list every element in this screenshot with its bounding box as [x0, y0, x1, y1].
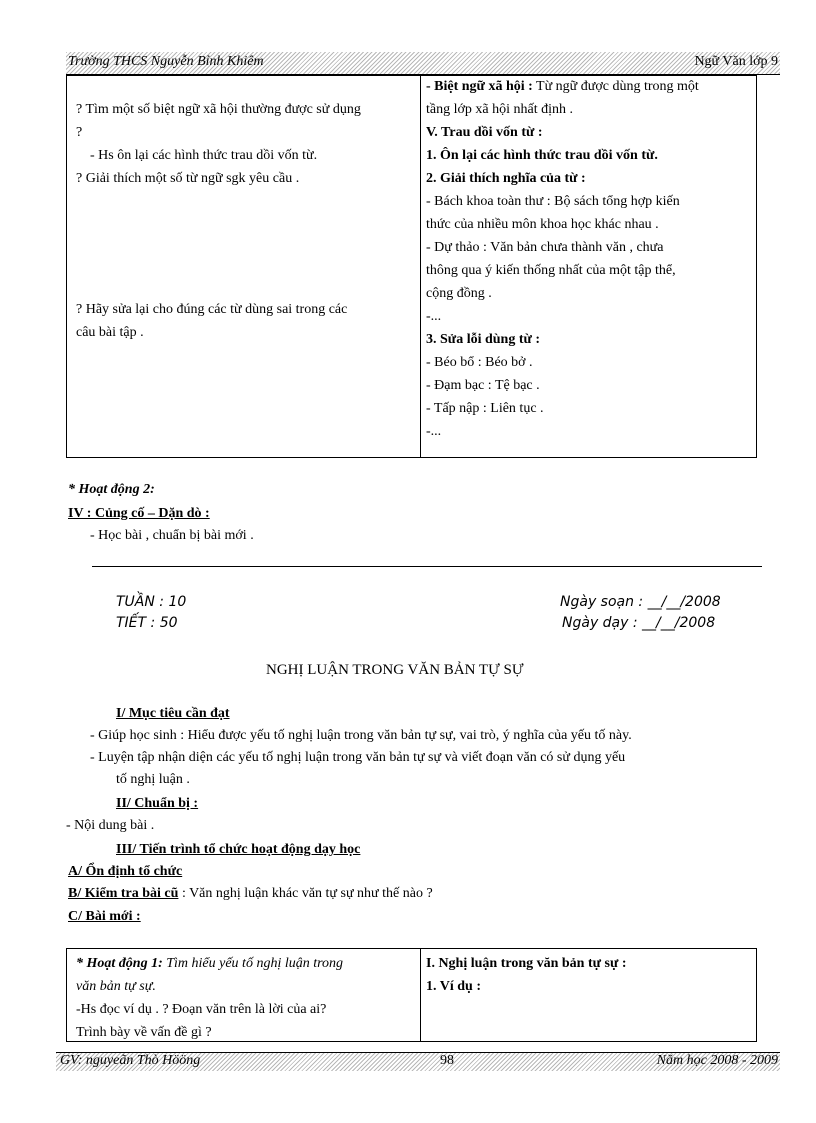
prep-date: Ngày soạn : __/__/2008: [560, 594, 721, 610]
question-correct: ? Hãy sửa lại cho đúng các từ dùng sai trong các câu bài tập .: [76, 302, 348, 340]
review-table-divider: [420, 75, 421, 458]
lesson-title: NGHỊ LUẬN TRONG VĂN BẢN TỰ SỰ: [266, 662, 524, 678]
lesson-table-left-cell: * Hoạt động 1: Tìm hiểu yếu tố nghị luận trong văn bản tự sự. -Hs đọc ví dụ . ? Đoạn văn trên là lời của ai? Trình bày về vấn đề gì ?: [76, 956, 344, 1040]
objectives-title: I/ Mục tiêu cần đạt: [116, 706, 230, 721]
section-v-title: V. Trau dồi vốn từ :: [426, 125, 543, 140]
section-divider: [92, 566, 762, 567]
footer-teacher: GV: nguyeãn Thò Hööng: [60, 1053, 201, 1068]
week-label: TUẦN : 10: [116, 594, 187, 610]
objective-2-cont: tố nghị luận .: [116, 772, 190, 787]
footer-school-year: Năm học 2008 - 2009: [656, 1053, 778, 1068]
question-explain: ? Giải thích một số từ ngữ sgk yêu cầu .: [76, 171, 300, 186]
review-table-left-cell: [76, 98, 416, 190]
period-label: TIẾT : 50: [116, 615, 178, 631]
page-number: 98: [440, 1053, 454, 1068]
step-b: B/ Kiểm tra bài cũ : Văn nghị luận khác văn tự sự như thế nào ?: [68, 886, 433, 901]
homework-item: - Học bài , chuẩn bị bài mới .: [90, 528, 254, 543]
header-subject: Ngữ Văn lớp 9: [694, 54, 778, 69]
objective-1: - Giúp học sinh : Hiểu được yếu tố nghị luận trong văn bản tự sự, vai trò, ý nghĩa của yếu tố này.: [90, 728, 632, 743]
question-slang: ? Tìm một số biệt ngữ xã hội thường được sử dụng: [76, 102, 361, 117]
review-methods: - Hs ôn lại các hình thức trau dồi vốn từ.: [90, 148, 318, 163]
review-table-right-cell: - Biệt ngữ xã hội : Từ ngữ được dùng trong một tầng lớp xã hội nhất định . V. Trau dồi vốn từ : 1. Ôn lại các hình thức trau dồi vốn từ. 2. Giải thích nghĩa của từ : - Bách khoa toàn thư : Bộ sách tổng hợp kiến thức của nhiều môn khoa học khác nhau . - Dự thảo : Văn bản chưa thành văn , chưa thông qua ý kiến thống nhất của một tập thể, cộng đồng . -... 3. Sửa lỗi dùng từ : - Béo bổ : Béo bở . - Đạm bạc : Tệ bạc . - Tấp nập : Liên tục . -...: [426, 75, 752, 443]
preparation-title: II/ Chuẩn bị :: [116, 796, 199, 811]
slang-definition: - Biệt ngữ xã hội : Từ ngữ được dùng trong một: [426, 79, 699, 94]
procedure-title: III/ Tiến trình tổ chức hoạt động dạy học: [116, 842, 361, 857]
objective-2: - Luyện tập nhận diện các yếu tố nghị luận trong văn bản tự sự và viết đoạn văn có sử dụng yếu: [90, 750, 626, 765]
header-school: Trường THCS Nguyễn Bỉnh Khiêm: [68, 54, 264, 69]
question-slang-mark: ?: [76, 125, 83, 140]
lesson-table-right-cell: I. Nghị luận trong văn bản tự sự : 1. Ví dụ :: [426, 956, 627, 994]
activity2-title: * Hoạt động 2:: [68, 482, 155, 497]
preparation-item: - Nội dung bài .: [66, 818, 155, 833]
lesson-table-divider: [420, 948, 421, 1042]
step-c: C/ Bài mới :: [68, 909, 141, 924]
step-a: A/ Ổn định tổ chức: [68, 864, 183, 879]
teach-date: Ngày dạy : __/__/2008: [562, 615, 716, 631]
section-iv-title: IV : Củng cố – Dặn dò :: [68, 506, 210, 521]
